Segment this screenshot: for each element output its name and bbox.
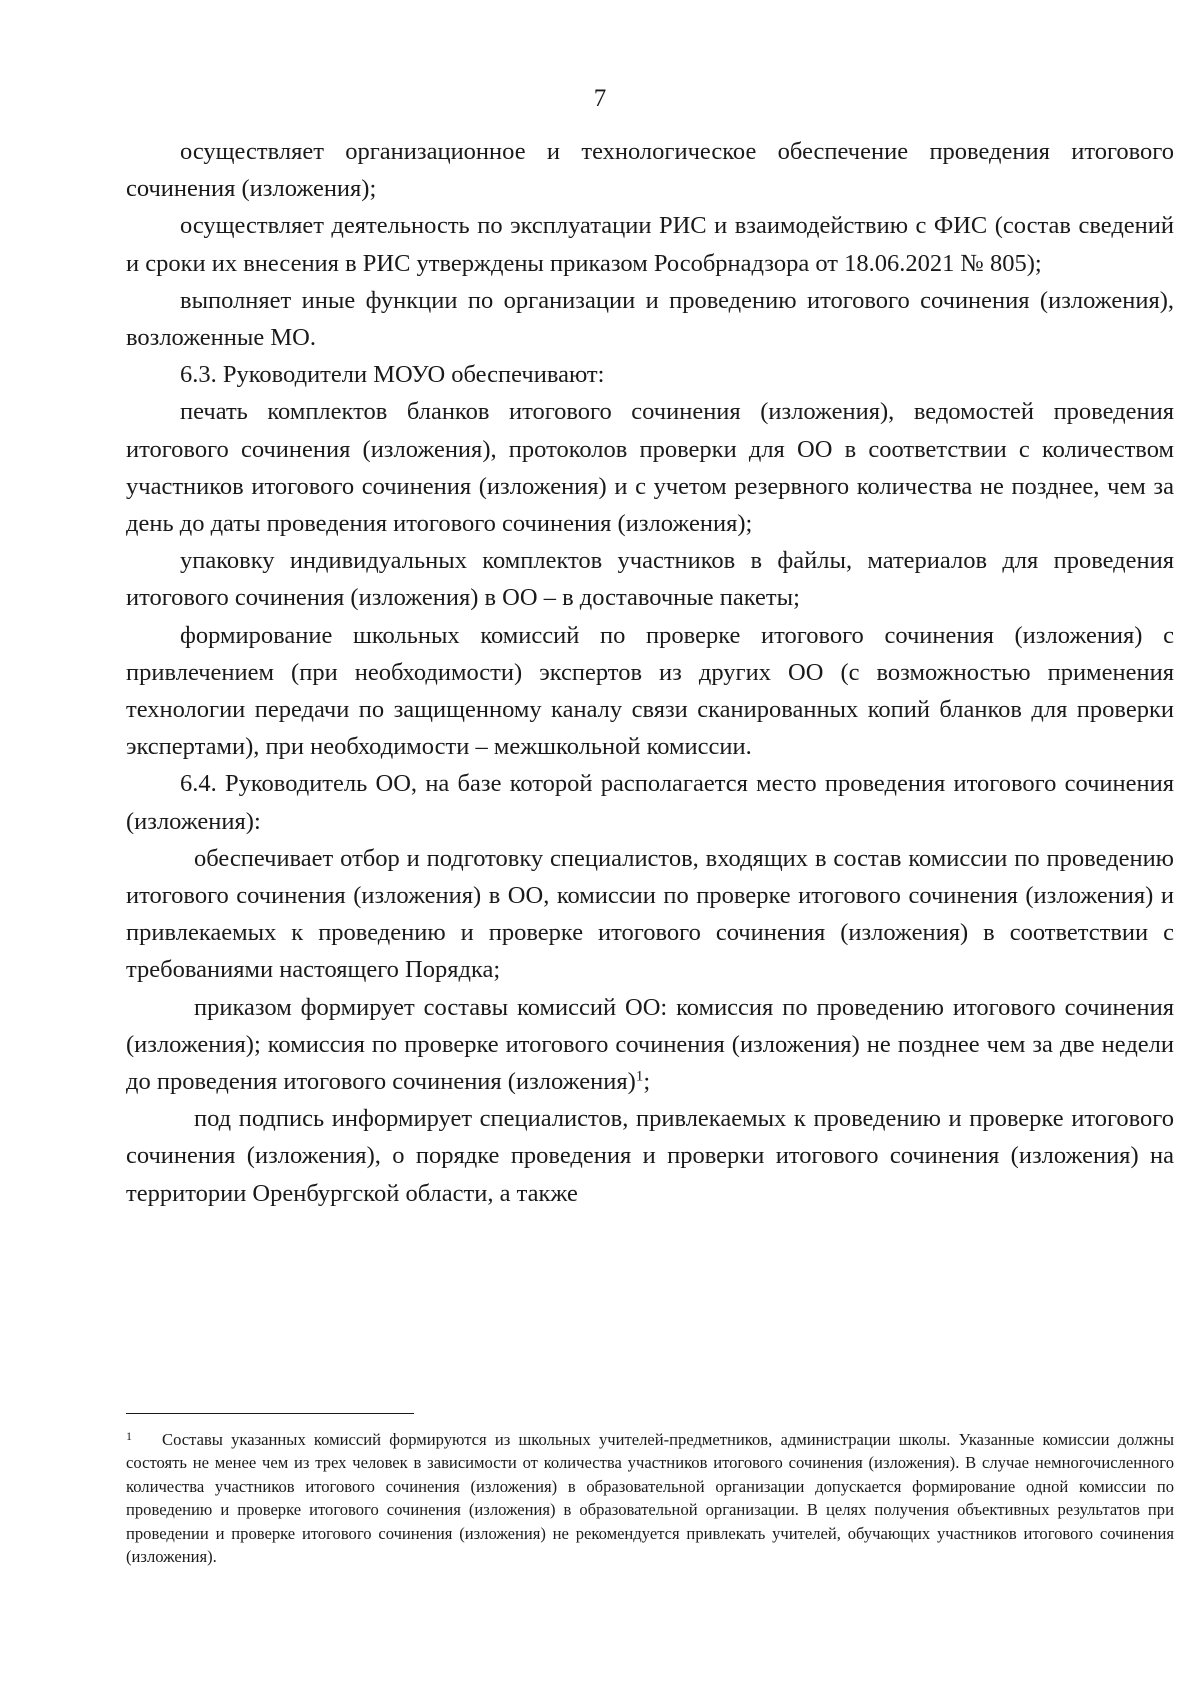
section-heading-6-3: 6.3. Руководители МОУО обеспечивают: [180,361,605,389]
paragraph-commission-order-text: приказом формирует составы комиссий ОО: комиссия по проведению итогового сочинения (изложения); комиссия по проверке итогового сочинения (изложения) не позднее чем за две недели до проведения итогового сочинения (изложения) [126,993,1174,1096]
page-number: 7 [593,85,607,112]
footnote-reference-mark[interactable]: 1 [635,1067,644,1085]
section-heading-6-4: 6.4. Руководитель ОО, на базе которой располагается место проведения итогового сочинения (изложения): [126,770,1174,835]
document-body [126,133,1174,1212]
paragraph-commission-order [126,989,1174,1101]
paragraph-staff-selection: обеспечивает отбор и подготовку специалистов, входящих в состав комиссии по проведению итогового сочинения (изложения) в ОО, комиссии по проверке итогового сочинения (изложения) и привлекаемых к проведению и проверке итогового сочинения (изложения) в соответствии с требованиями настоящего Порядка; [126,844,1174,984]
footnote-mark: 1 [126,1429,132,1443]
paragraph-school-commissions: формирование школьных комиссий по проверке итогового сочинения (изложения) с привлечением (при необходимости) экспертов из других ОО (с возможностью применения технологии передачи по защищенному каналу связи сканированных копий бланков для проверки экспертами), при необходимости – межшкольной комиссии. [126,621,1174,761]
paragraph-other-functions: выполняет иные функции по организации и проведению итогового сочинения (изложения), возложенные МО. [126,286,1174,352]
paragraph-org-tech-support: осуществляет организационное и технологическое обеспечение проведения итогового сочинения (изложения); [126,138,1174,203]
paragraph-inform-staff: под подпись информирует специалистов, привлекаемых к проведению и проверке итогового сочинения (изложения), о порядке проведения и проверки итогового сочинения (изложения) на территории Оренбургской области, а также [126,1105,1174,1207]
paragraph-commission-order-end: ; [643,1068,651,1096]
paragraph-ris-fis-operation: осуществляет деятельность по эксплуатации РИС и взаимодействию с ФИС (состав сведений и сроки их внесения в РИС утверждены приказом Рособрнадзора от 18.06.2021 № 805); [126,212,1174,277]
footnote [126,1428,1174,1568]
footnote-text: Составы указанных комиссий формируются из школьных учителей-предметников, администрации школы. Указанные комиссии должны состоять не менее чем из трех человек в зависимости от количества участников итогового сочинения (изложения). В случае немногочисленного количества участников итогового сочинения (изложения) в образовательной организации допускается формирование одной комиссии по проведению и проверке итогового сочинения (изложения) в образовательной организации. В целях получения объективных результатов при проведении и проверке итогового сочинения (изложения) не рекомендуется привлекать учителей, обучающих участников итогового сочинения (изложения). [126,1430,1174,1567]
footnote-separator [126,1413,414,1414]
paragraph-printing-forms: печать комплектов бланков итогового сочинения (изложения), ведомостей проведения итогового сочинения (изложения), протоколов проверки для ОО в соответствии с количеством участников итогового сочинения (изложения) и с учетом резервного количества не позднее, чем за день до даты проведения итогового сочинения (изложения); [126,398,1174,538]
paragraph-packing-kits: упаковку индивидуальных комплектов участников в файлы, материалов для проведения итогового сочинения (изложения) в ОО – в доставочные пакеты; [126,547,1174,612]
